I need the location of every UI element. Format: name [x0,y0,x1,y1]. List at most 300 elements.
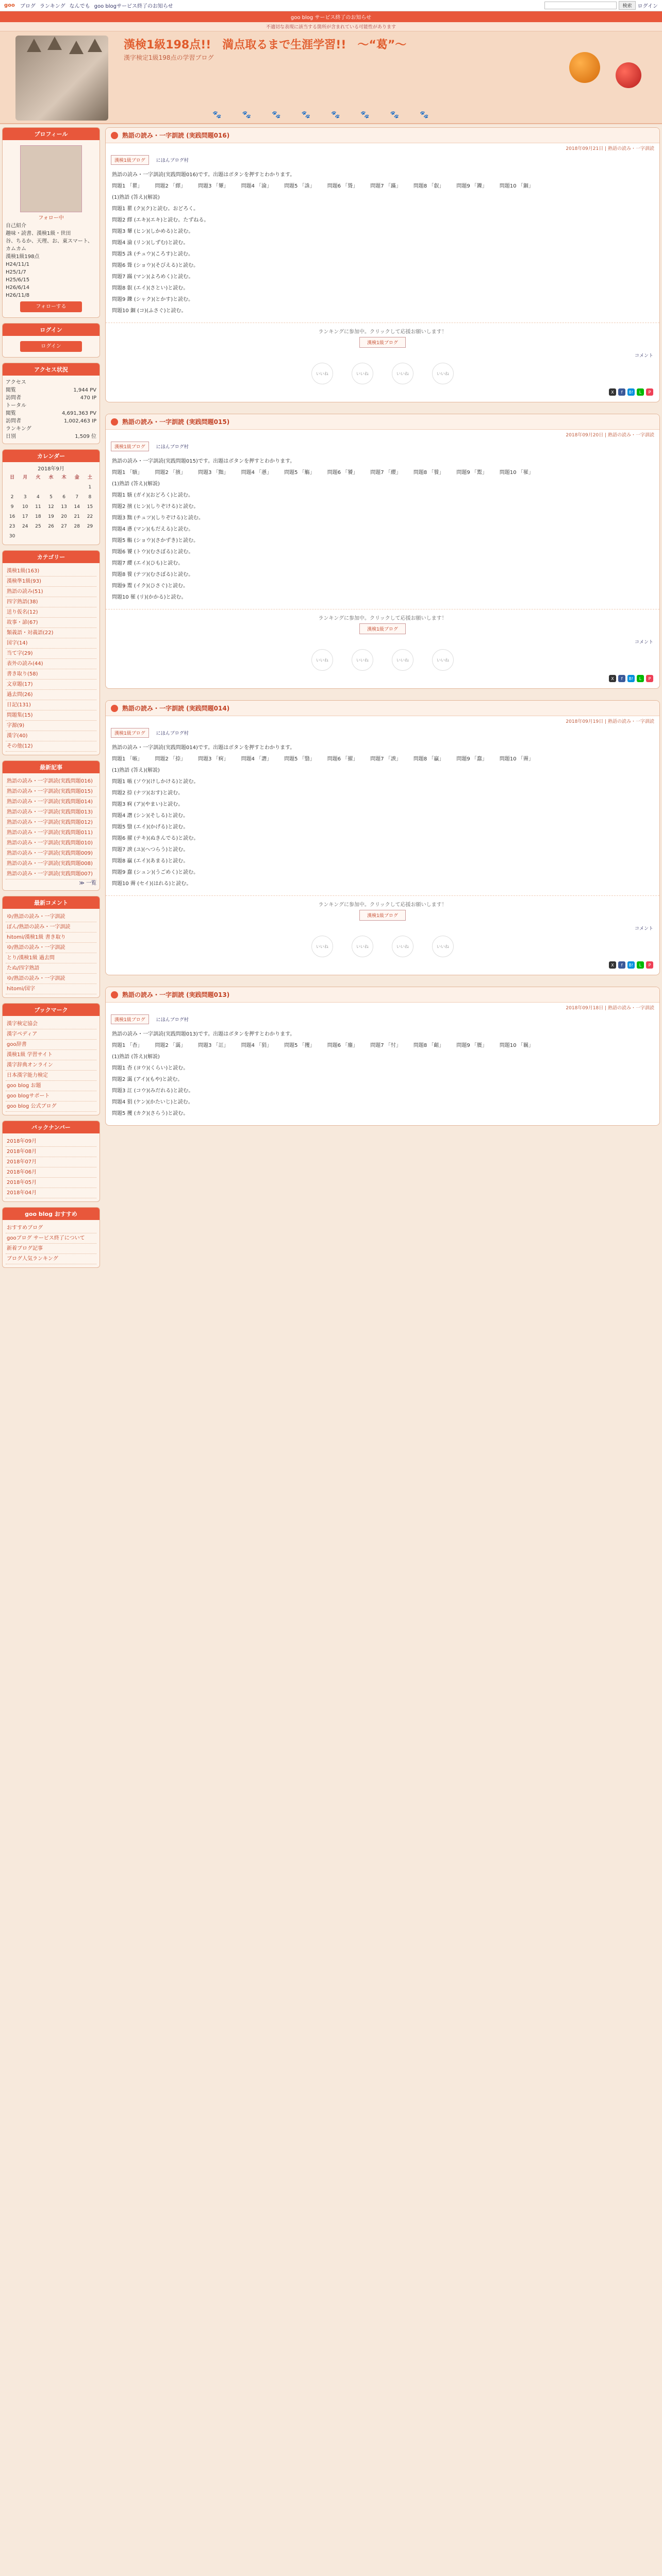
reaction-label: いいね [316,944,328,949]
question-item: 問題10 「羈」 [499,1043,534,1048]
content-warning-bar: 不適切な表現に該当する箇所が含まれている可能性があります [0,22,662,31]
recent-posts-box [2,760,100,891]
bookmark-link[interactable]: 漢字検定協会 [6,1019,96,1029]
yarn-ball-icon [569,52,600,83]
ranking-links [106,153,659,167]
question-row [112,182,653,191]
backnumber-link[interactable]: 2018年09月 [6,1137,96,1147]
category-dot-icon [111,705,118,712]
blog-post [105,127,660,402]
category-link[interactable]: 字源(9) [6,721,96,731]
top-link-notice[interactable]: goo blogサービス終了のお知らせ [94,4,173,9]
page-body [0,124,662,1273]
search-button[interactable]: 検索 [619,1,635,10]
recent-post-link[interactable]: 熟語の読み・一字訓読(実践問題015) [6,787,96,797]
backnumber-link[interactable]: 2018年04月 [6,1188,96,1198]
category-link[interactable]: 書き取り(58) [6,669,96,680]
ranking-badge[interactable]: 漢検1級ブログ [111,442,149,451]
recent-comment-link[interactable]: ゆ/熟語の読み・一字訓読 [6,912,96,922]
comment-link[interactable]: コメント [634,640,653,645]
profile-heading: プロフィール [3,128,100,140]
answer-line: 問題4 狷 (ケン)(かたいじ)と読む。 [112,1099,193,1105]
category-dot-icon [111,132,118,139]
answer-line: (1)熟語 (答え)(解説) [112,1054,160,1060]
recent-more-link[interactable]: ≫ 一覧 [79,880,96,886]
answer-line: 問題7 纓 (エイ)(ひも)と読む。 [112,561,184,566]
bookmark-link[interactable]: goo blog お題 [6,1081,96,1091]
goo-logo[interactable]: goo [4,3,15,8]
profile-line: 谷、ちるか、天理、お、東スマート、カムカム [6,239,93,252]
recent-post-link[interactable]: 熟語の読み・一字訓読(実践問題012) [6,818,96,828]
answer-line: (1)熟語 (答え)(解説) [112,768,160,773]
recent-post-link[interactable]: 熟語の読み・一字訓読(実践問題008) [6,859,96,869]
answer-line: 問題5 誅 (チュウ)(ころす)と読む。 [112,251,194,257]
post-header [106,414,659,430]
answer-line: 問題10 霽 (セイ)(はれる)と読む。 [112,881,192,887]
backnumber-list [6,1137,96,1198]
answer-line: 問題4 淪 (リン)(しずむ)と読む。 [112,240,189,246]
answer-line: 問題4 懣 (マン)(もだえる)と読む。 [112,527,194,532]
answer-line: 問題1 杳 (ヨウ)(くらい)と読む。 [112,1065,189,1071]
reaction-button[interactable] [352,936,373,957]
reaction-button[interactable] [311,649,333,671]
backnumber-link[interactable]: 2018年08月 [6,1147,96,1157]
backnumber-box [2,1121,100,1202]
search-input[interactable] [544,2,617,9]
ranking-links [106,726,659,740]
post-intro: 熟語の読み・一字訓読(実践問題015)です。出題はボタンを押すとわかります。 [112,459,295,464]
cats-photo [15,36,108,121]
line-share-icon[interactable]: L [637,388,644,396]
reaction-label: いいね [396,657,409,663]
question-row [112,755,653,764]
question-item: 問題7 「諛」 [370,756,401,762]
goo-blog-link[interactable]: おすすめブログ [6,1223,96,1233]
category-link[interactable]: 類義語・対義語(22) [6,628,96,638]
reaction-label: いいね [437,657,449,663]
access-row: ランキング [6,426,31,432]
post-meta[interactable]: 2018年09月18日 | 熟語の読み・一字訓読 [566,1006,654,1011]
profile-line: 趣味・読書、漢検1級・世田 [6,231,71,236]
answer-line: 問題9 鬻 (イク)(ひさぐ)と読む。 [112,583,189,589]
blog-post [105,987,660,1126]
question-item: 問題3 「黜」 [198,470,229,476]
recent-post-link[interactable]: 熟語の読み・一字訓読(実践問題016) [6,776,96,787]
recent-comment-link[interactable]: hitomi/漢検1級 書き取り [6,933,96,943]
x-share-icon[interactable]: X [609,388,616,396]
reaction-button[interactable] [392,363,413,384]
ranking-banner[interactable]: 漢検1級ブログ [359,623,406,634]
ranking-prompt: ランキングに参加中。クリックして応援お願いします！ [318,616,447,621]
answer-line: 問題9 蠢 (シュン)(うごめく)と読む。 [112,870,199,875]
bookmark-link[interactable]: goo辞書 [6,1040,96,1050]
recent-post-link[interactable]: 熟語の読み・一字訓読(実践問題007) [6,869,96,879]
question-item: 問題1 「嗾」 [112,756,143,762]
post-body [106,167,659,323]
goo-blog-list [6,1223,96,1264]
access-row: 訪問者 470 IP [6,395,96,401]
question-item: 問題9 「蠢」 [456,756,487,762]
goo-blog-link[interactable]: ブログ人気ランキング [6,1254,96,1264]
question-item: 問題6 「聳」 [327,183,358,189]
answer-line: 問題8 贏 (エイ)(あまる)と読む。 [112,858,189,864]
question-item: 問題4 「狷」 [241,1043,272,1048]
recent-comment-link[interactable]: hitomi/国字 [6,984,96,994]
category-link[interactable]: 文章題(17) [6,680,96,690]
category-link[interactable]: 故事・諺(67) [6,618,96,628]
bookmarks-box [2,1003,100,1115]
reaction-label: いいね [437,371,449,376]
post-meta[interactable]: 2018年09月20日 | 熟語の読み・一字訓読 [566,433,654,438]
goo-blog-heading: goo blog おすすめ [3,1208,100,1220]
answer-line: 問題3 訌 (コウ)(みだれる)と読む。 [112,1088,194,1094]
access-row: 閲覧 1,944 PV [6,387,96,393]
ranking-link[interactable]: にほんブログ村 [156,731,189,736]
post-body [106,1026,659,1125]
blog-title[interactable] [124,38,497,62]
question-item: 問題8 「餮」 [413,470,444,476]
categories-heading: カテゴリー [3,551,100,563]
question-item: 問題4 「譖」 [241,756,272,762]
question-item: 問題9 「鬻」 [456,470,487,476]
answer-line: 問題1 嗾 (ソウ)(けしかける)と読む。 [112,779,199,785]
ranking-prompt: ランキングに参加中。クリックして応援お願いします！ [318,902,447,908]
category-link[interactable]: 熟語の読み(51) [6,587,96,597]
question-item: 問題6 「饕」 [327,470,358,476]
answer-line: 問題6 擢 (テキ)(ぬきんでる)と読む。 [112,836,199,841]
post-intro: 熟語の読み・一字訓読(実践問題013)です。出題はボタンを押すとわかります。 [112,1031,295,1037]
answer-line: 問題3 黜 (チュツ)(しりぞける)と読む。 [112,515,204,521]
answer-line: 問題2 捺 (ナツ)(おす)と読む。 [112,790,184,796]
paw-decoration: 🐾🐾🐾🐾🐾🐾🐾🐾 [212,111,450,119]
blog-subtitle: 漢字検定1級198点の学習ブログ [124,54,214,61]
question-item: 問題7 「纓」 [370,470,401,476]
calendar-heading: カレンダー [3,450,100,462]
question-item: 問題5 「誅」 [284,183,315,189]
question-item: 問題6 「鏖」 [327,1043,358,1048]
category-dot-icon [111,991,118,998]
calendar-month: 2018年9月 [38,466,64,472]
ranking-links [106,439,659,453]
access-row: 閲覧 4,691,363 PV [6,411,96,416]
reaction-button[interactable] [352,649,373,671]
answer-line: 問題3 顰 (ヒン)(しかめる)と読む。 [112,229,194,234]
share-buttons [112,388,653,396]
goo-blog-link[interactable]: gooブログ サービス終了について [6,1233,96,1244]
answer-line: 問題10 錮 (コ)(ふさぐ)と読む。 [112,308,187,314]
backnumber-link[interactable]: 2018年05月 [6,1178,96,1188]
recent-comments-list [6,912,96,994]
yarn-ball-icon [616,62,641,88]
recent-post-link[interactable]: 熟語の読み・一字訓読(実践問題013) [6,807,96,818]
top-search [544,1,658,10]
backnumber-link[interactable]: 2018年07月 [6,1157,96,1167]
bookmark-link[interactable]: goo blogサポート [6,1091,96,1101]
ranking-badge[interactable]: 漢検1級ブログ [111,1014,149,1024]
answer-line: 問題10 罹 (リ)(かかる)と読む。 [112,595,187,600]
reaction-label: いいね [437,944,449,949]
reaction-button[interactable] [432,363,454,384]
reaction-button[interactable] [432,649,454,671]
question-item: 問題8 「贏」 [413,756,444,762]
pocket-share-icon[interactable]: P [646,961,653,969]
share-buttons [112,675,653,682]
top-links [20,2,173,9]
recent-post-link[interactable]: 熟語の読み・一字訓読(実践問題010) [6,838,96,849]
service-notice-bar[interactable]: goo blog サービス終了のお知らせ [0,11,662,22]
post-footer [106,609,659,688]
answer-line: 問題7 蹣 (マン)(よろめく)と読む。 [112,274,194,280]
profile-avatar[interactable] [20,145,82,212]
answer-line: 問題7 諛 (ユ)(へつらう)と読む。 [112,847,189,853]
answer-line: 問題6 聳 (ショウ)(そびえる)と読む。 [112,263,199,268]
reaction-label: いいね [356,371,369,376]
login-heading: ログイン [3,324,100,336]
login-link[interactable]: ログイン [637,4,658,9]
reaction-label: いいね [396,944,409,949]
question-item: 問題8 「齟」 [413,1043,444,1048]
answer-line: 問題2 擯 (ヒン)(しりぞける)と読む。 [112,504,199,510]
bookmarks-heading: ブックマーク [3,1004,100,1016]
blog-post [105,414,660,689]
post-header [106,128,659,143]
answer-line: (1)熟語 (答え)(解説) [112,195,160,200]
answer-line: 問題1 駭 (ガイ)(おどろく)と読む。 [112,493,194,498]
question-item: 問題2 「靄」 [155,1043,186,1048]
profile-line: H25/1/7 [6,269,26,275]
bookmark-link[interactable]: 漢字ペディア [6,1029,96,1040]
follow-button[interactable]: フォローする [20,301,82,312]
question-item: 問題4 「淪」 [241,183,272,189]
post-meta[interactable]: 2018年09月19日 | 熟語の読み・一字訓読 [566,719,654,724]
post-title[interactable]: 熟語の読み・一字訓読 (実践問題014) [122,705,230,712]
pocket-share-icon[interactable]: P [646,388,653,396]
category-link[interactable]: 四字熟語(38) [6,597,96,607]
post-title[interactable]: 熟語の読み・一字訓読 (実践問題013) [122,991,230,998]
reaction-buttons [112,363,653,384]
share-buttons [112,961,653,969]
ranking-banner[interactable]: 漢検1級ブログ [359,910,406,921]
access-heading: アクセス状況 [3,363,100,376]
category-link[interactable]: 送り仮名(12) [6,607,96,618]
post-footer [106,323,659,402]
answer-line: 問題8 餮 (テツ)(むさぼる)と読む。 [112,572,194,578]
category-link[interactable]: 当て字(29) [6,649,96,659]
reaction-button[interactable] [311,936,333,957]
answer-line: 問題8 叡 (エイ)(さとい)と読む。 [112,285,189,291]
post-intro: 熟語の読み・一字訓読(実践問題016)です。出題はボタンを押すとわかります。 [112,172,295,178]
post-body [106,740,659,895]
question-item: 問題10 「罹」 [499,470,534,476]
question-item: 問題1 「瞿」 [112,183,143,189]
reaction-buttons [112,649,653,671]
top-link-ranking[interactable]: ランキング [39,4,65,9]
profile-line: 漢検1級198点 [6,254,40,260]
ranking-link[interactable]: にほんブログ村 [156,1018,189,1023]
question-item: 問題6 「擢」 [327,756,358,762]
reaction-label: いいね [356,657,369,663]
profile-line: H24/11/1 [6,262,30,267]
ranking-link[interactable]: にほんブログ村 [156,445,189,450]
reaction-button[interactable] [352,363,373,384]
recent-comments-box [2,896,100,998]
hatena-share-icon[interactable]: B! [627,961,635,969]
answer-line: 問題5 翳 (エイ)(かげる)と読む。 [112,824,189,830]
question-item: 問題5 「攫」 [284,1043,315,1048]
answer-line: 問題2 靄 (アイ)(もや)と読む。 [112,1077,183,1082]
category-dot-icon [111,418,118,426]
question-item: 問題2 「繹」 [155,183,186,189]
bookmarks-list [6,1019,96,1112]
category-link[interactable]: 漢検1級(163) [6,566,96,577]
ranking-link[interactable]: にほんブログ村 [156,158,189,163]
categories-list [6,566,96,752]
answer-line: 問題4 譖 (シン)(そしる)と読む。 [112,813,189,819]
recent-post-link[interactable]: 熟語の読み・一字訓読(実践問題009) [6,849,96,859]
ranking-badge[interactable]: 漢検1級ブログ [111,728,149,738]
reaction-button[interactable] [311,363,333,384]
question-item: 問題1 「駭」 [112,470,143,476]
ranking-prompt: ランキングに参加中。クリックして応援お願いします！ [318,329,447,335]
facebook-share-icon[interactable]: f [618,675,625,682]
question-item: 問題2 「捺」 [155,756,186,762]
backnumber-heading: バックナンバー [3,1121,100,1133]
login-button[interactable]: ログイン [20,341,82,352]
question-row [112,469,653,477]
recent-comment-link[interactable]: ゆ/熟語の読み・一字訓読 [6,974,96,984]
answer-line: 問題6 饕 (トウ)(むさぼる)と読む。 [112,549,194,555]
recent-comment-link[interactable]: ぽん/熟語の読み・一字訓読 [6,922,96,933]
x-share-icon[interactable]: X [609,961,616,969]
recent-posts-heading: 最新記事 [3,761,100,773]
reaction-label: いいね [396,371,409,376]
post-footer [106,895,659,975]
category-link[interactable]: 日記(131) [6,700,96,710]
answer-line: (1)熟語 (答え)(解説) [112,481,160,487]
comment-link[interactable]: コメント [634,926,653,931]
question-item: 問題10 「霽」 [499,756,534,762]
recent-comment-link[interactable]: とり/漢検1級 過去問 [6,953,96,963]
category-link[interactable]: 過去問(26) [6,690,96,700]
question-item: 問題3 「顰」 [198,183,229,189]
login-box [2,323,100,358]
ranking-banner[interactable]: 漢検1級ブログ [359,337,406,348]
category-link[interactable]: 漢字(40) [6,731,96,741]
question-item: 問題10 「錮」 [499,183,534,189]
top-navigation-bar [0,0,662,11]
x-share-icon[interactable]: X [609,675,616,682]
calendar-table: 日 月 火 水 木 金 土 1 2 3 4 5 6 7 8 9 10 11 12 13 14 15 16 17 18 19 20 21 22 23 24 25 26 27 28 29 30 [9,475,93,539]
hatena-share-icon[interactable]: B! [627,388,635,396]
question-item: 問題9 「贋」 [456,1043,487,1048]
goo-blog-link[interactable]: 新着ブログ記事 [6,1244,96,1254]
answer-line: 問題3 痾 (ア)(やまい)と読む。 [112,802,184,807]
question-item: 問題4 「懣」 [241,470,272,476]
goo-blog-box [2,1207,100,1268]
line-share-icon[interactable]: L [637,961,644,969]
recent-post-link[interactable]: 熟語の読み・一字訓読(実践問題011) [6,828,96,838]
category-link[interactable]: 表外の読み(44) [6,659,96,669]
access-row: 日別 1,509 位 [6,434,96,439]
post-header [106,701,659,716]
access-row: アクセス [6,380,26,385]
bookmark-link[interactable]: goo blog 公式ブログ [6,1101,96,1112]
access-box [2,363,100,444]
bookmark-link[interactable]: 漢検1級 学習サイト [6,1050,96,1060]
post-title[interactable]: 熟語の読み・一字訓読 (実践問題016) [122,132,230,139]
blog-header [0,31,662,124]
profile-box [2,127,100,318]
recent-posts-list [6,776,96,879]
profile-line: H26/6/14 [6,285,30,291]
facebook-share-icon[interactable]: f [618,388,625,396]
question-item: 問題5 「觴」 [284,470,315,476]
answer-line: 問題5 攫 (カク)(さらう)と読む。 [112,1111,189,1116]
top-link-blog[interactable]: ブログ [20,4,36,9]
question-item: 問題3 「痾」 [198,756,229,762]
recent-post-link[interactable]: 熟語の読み・一字訓読(実践問題014) [6,797,96,807]
main-content [105,127,660,1273]
category-link[interactable]: 国字(14) [6,638,96,649]
comment-link[interactable]: コメント [634,353,653,359]
sidebar [2,127,100,1273]
answer-line: 問題5 觴 (ショウ)(さかずき)と読む。 [112,538,199,544]
calendar-box [2,449,100,545]
question-item: 問題1 「杳」 [112,1043,143,1048]
post-meta[interactable]: 2018年09月21日 | 熟語の読み・一字訓読 [566,146,654,151]
question-item: 問題7 「蹣」 [370,183,401,189]
question-item: 問題3 「訌」 [198,1043,229,1048]
category-link[interactable]: 問題集(15) [6,710,96,721]
line-share-icon[interactable]: L [637,675,644,682]
access-row: 訪問者 1,002,463 IP [6,418,96,424]
category-link[interactable]: 漢検準1級(93) [6,577,96,587]
hatena-share-icon[interactable]: B! [627,675,635,682]
question-item: 問題2 「擯」 [155,470,186,476]
reaction-button[interactable] [392,936,413,957]
facebook-share-icon[interactable]: f [618,961,625,969]
top-link-anything[interactable]: なんでも [69,4,90,9]
profile-line: 自己紹介 [6,223,26,229]
bookmark-link[interactable]: 日本漢字能力検定 [6,1071,96,1081]
profile-line: H25/6/15 [6,277,30,283]
ranking-badge[interactable]: 漢検1級ブログ [111,155,149,165]
bookmark-link[interactable]: 漢字辞典オンライン [6,1060,96,1071]
question-row [112,1042,653,1050]
post-body [106,453,659,609]
question-item: 問題9 「鑠」 [456,183,487,189]
categories-box [2,550,100,755]
answer-line: 問題2 繹 (エキ)(エキ)と読む。たずねる。 [112,217,209,223]
post-title[interactable]: 熟語の読み・一字訓読 (実践問題015) [122,418,230,426]
post-header [106,987,659,1003]
blog-post [105,700,660,975]
pocket-share-icon[interactable]: P [646,675,653,682]
reaction-label: いいね [356,944,369,949]
recent-comment-link[interactable]: ゆ/熟語の読み・一字訓読 [6,943,96,953]
backnumber-link[interactable]: 2018年06月 [6,1167,96,1178]
recent-comment-link[interactable]: たぬ/四字熟語 [6,963,96,974]
profile-name[interactable]: フォロー中 [38,215,64,221]
question-item: 問題8 「叡」 [413,183,444,189]
answer-line: 問題1 瞿 (ク)(ク)と読む。おどろく。 [112,206,199,212]
reaction-button[interactable] [392,649,413,671]
question-item: 問題5 「翳」 [284,756,315,762]
reaction-button[interactable] [432,936,454,957]
recent-comments-heading: 最新コメント [3,896,100,909]
category-link[interactable]: その他(12) [6,741,96,752]
question-item: 問題7 「忖」 [370,1043,401,1048]
